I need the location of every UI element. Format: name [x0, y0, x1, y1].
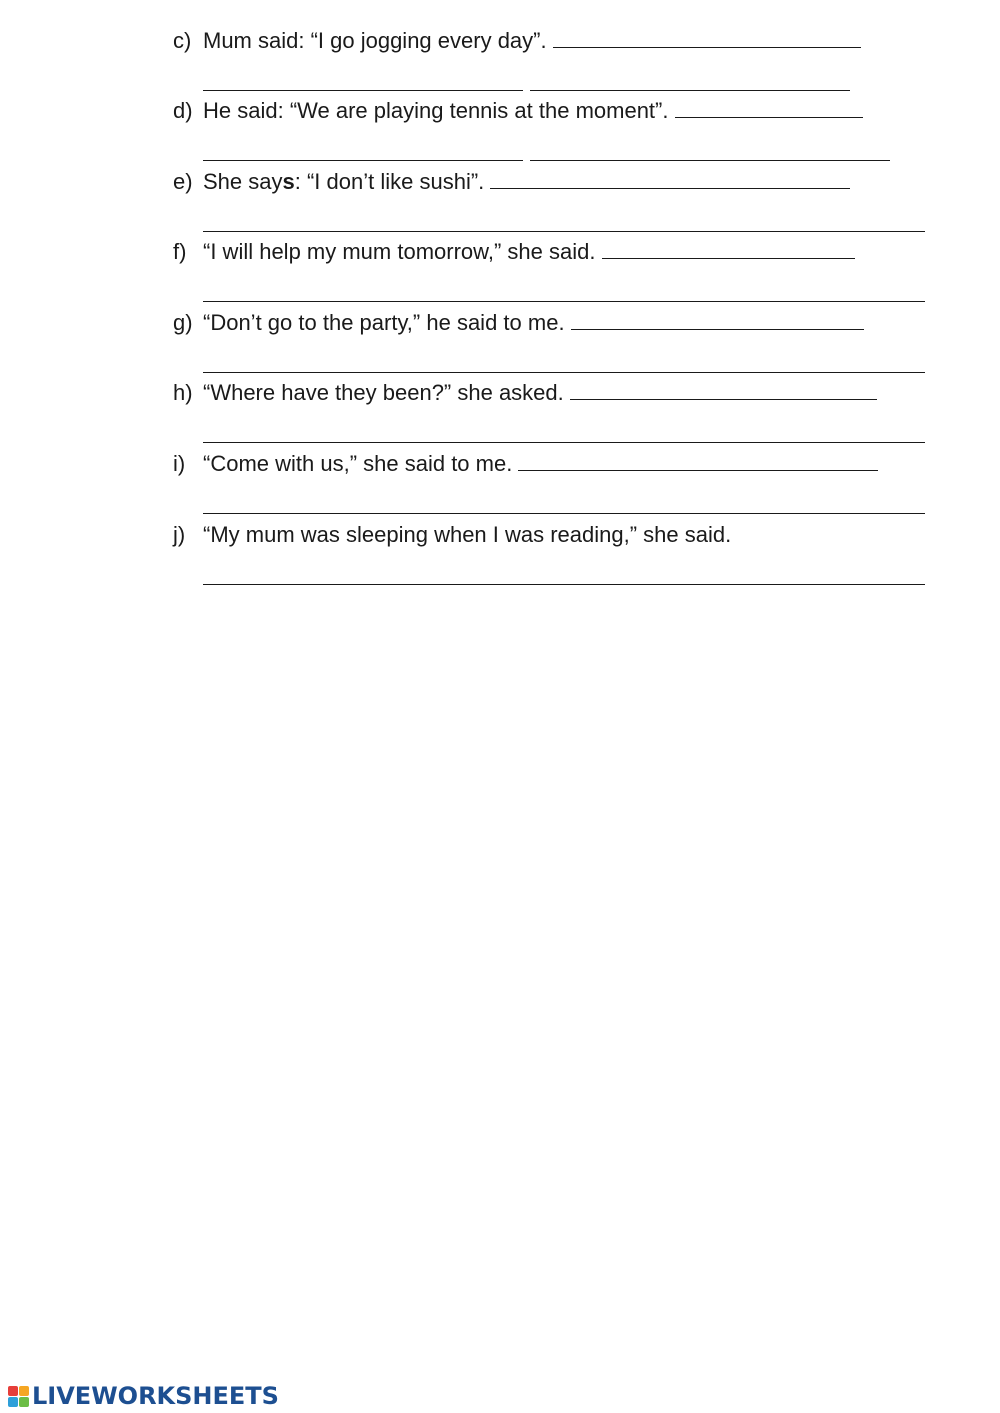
prompt-text: She say — [203, 169, 283, 194]
answer-line[interactable] — [203, 301, 925, 302]
logo-blocks-icon — [8, 1386, 29, 1407]
answer-blank[interactable] — [570, 380, 877, 400]
exercise-prompt — [203, 451, 878, 477]
answer-blank[interactable] — [518, 451, 878, 471]
prompt-emphasis: s — [282, 169, 295, 194]
answer-line[interactable] — [203, 584, 925, 585]
exercise-letter: e) — [173, 169, 193, 194]
answer-line[interactable] — [203, 160, 523, 161]
exercise-letter: d) — [173, 98, 193, 123]
answer-line[interactable] — [530, 160, 890, 161]
exercise-prompt — [203, 310, 864, 336]
prompt-text: “Don’t go to the party,” he said to me. — [203, 310, 571, 335]
exercise-prompt — [203, 98, 863, 124]
answer-blank[interactable] — [675, 98, 863, 118]
exercise-letter: g) — [173, 310, 193, 335]
prompt-text: “Where have they been?” she asked. — [203, 380, 570, 405]
answer-blank[interactable] — [602, 239, 855, 259]
answer-line[interactable] — [203, 513, 925, 514]
prompt-text: “My mum was sleeping when I was reading,” she said. — [203, 522, 732, 547]
answer-line[interactable] — [203, 90, 523, 91]
logo-block — [8, 1397, 18, 1407]
answer-blank[interactable] — [553, 28, 861, 48]
logo-block — [8, 1386, 18, 1396]
prompt-text: He said: “We are playing tennis at the moment”. — [203, 98, 675, 123]
exercise-letter: j) — [173, 522, 186, 547]
logo-text: LIVEWORKSHEETS — [32, 1382, 279, 1410]
liveworksheets-logo[interactable] — [8, 1383, 279, 1409]
answer-line[interactable] — [203, 372, 925, 373]
answer-blank[interactable] — [571, 310, 864, 330]
exercise-prompt — [203, 28, 861, 54]
exercise-prompt — [203, 239, 855, 265]
prompt-text: : “I don’t like sushi”. — [294, 169, 491, 194]
answer-line[interactable] — [530, 90, 850, 91]
answer-line[interactable] — [203, 442, 925, 443]
answer-line[interactable] — [203, 231, 925, 232]
exercise-letter: c) — [173, 28, 192, 53]
prompt-text: “Come with us,” she said to me. — [203, 451, 519, 476]
prompt-text: “I will help my mum tomorrow,” she said. — [203, 239, 602, 264]
exercise-prompt — [203, 380, 877, 406]
prompt-text: Mum said: “I go jogging every day”. — [203, 28, 553, 53]
exercise-prompt — [203, 522, 731, 548]
answer-blank[interactable] — [490, 169, 850, 189]
logo-block — [19, 1397, 29, 1407]
exercise-letter: h) — [173, 380, 193, 405]
exercise-prompt — [203, 169, 850, 195]
exercise-letter: f) — [173, 239, 187, 264]
exercise-letter: i) — [173, 451, 186, 476]
logo-block — [19, 1386, 29, 1396]
